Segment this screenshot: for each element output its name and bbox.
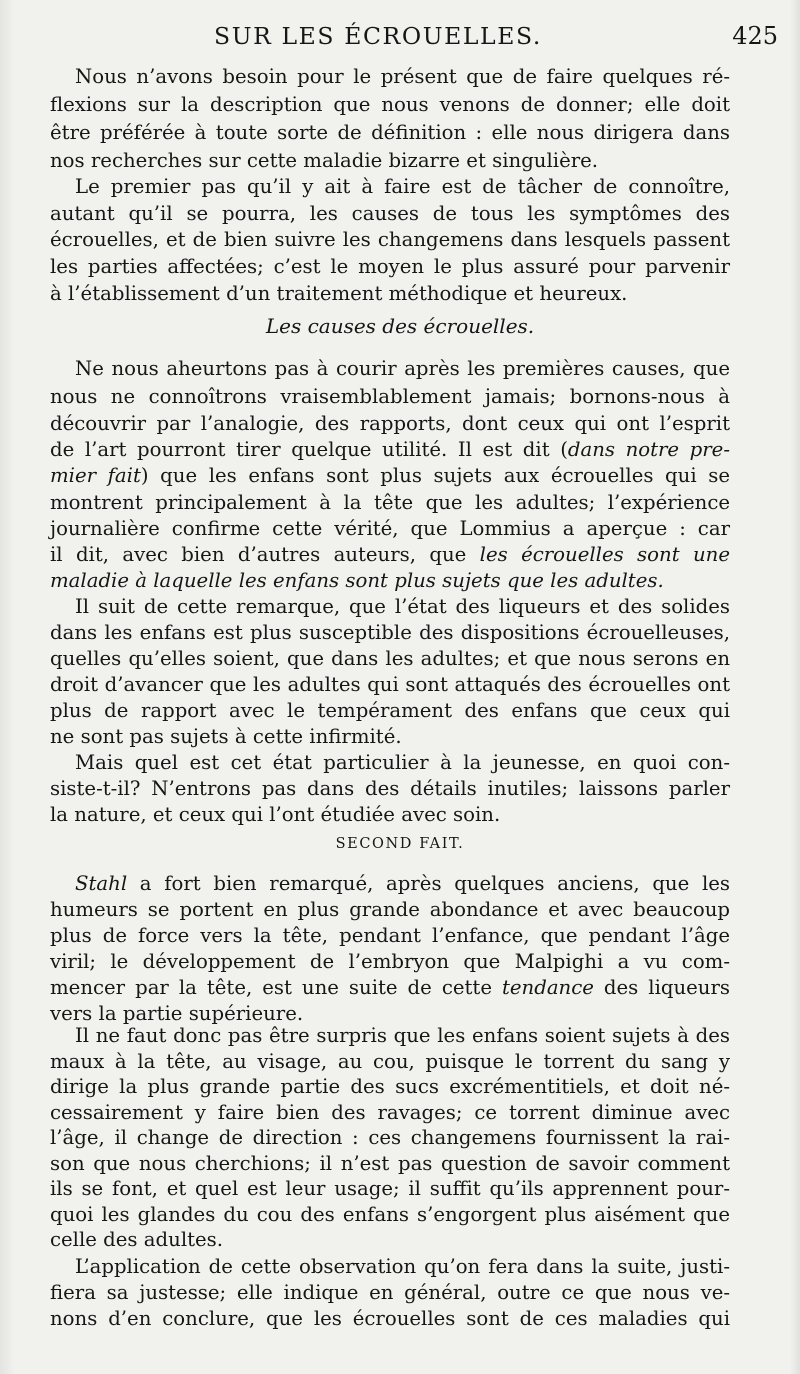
text-line (50, 567, 730, 595)
text-segment: des liqueurs (593, 976, 730, 999)
text-line: plus de force vers la tête, pendant l’enfance, que pendant l’âge (50, 924, 730, 947)
text-line (50, 462, 730, 490)
text-segment: mencer par la tête, est une suite de cette (50, 976, 502, 999)
text-line: quoi les glandes du cou des enfans s’engorgent plus aisément que (50, 1203, 730, 1226)
text-line: autant qu’il se pourra, les causes de tous les symptômes des (50, 202, 730, 225)
text-line: maux à la tête, au visage, au cou, puisque le torrent du sang y (50, 1050, 730, 1073)
text-line (50, 974, 730, 1002)
text-line: cessairement y faire bien des ravages; ce torrent diminue avec (50, 1101, 730, 1124)
section-heading: Les causes des écrouelles. (265, 314, 535, 338)
text-line: siste-t-il? N’entrons pas dans des détails inutiles; laissons parler (50, 777, 730, 800)
italic-quote: les écrouelles sont une (479, 543, 730, 566)
text-line: flexions sur la description que nous venons de donner; elle doit (50, 93, 730, 116)
text-line: l’âge, il change de direction : ces changemens fournissent la rai- (50, 1126, 730, 1149)
text-segment: a fort bien remarqué, après quelques anciens, que les (127, 872, 730, 895)
text-line: les parties affectées; c’est le moyen le plus assuré pour parvenir (50, 255, 730, 278)
text-line: ne sont pas sujets à cette infirmité. (50, 725, 402, 748)
text-line: Le premier pas qu’il y ait à faire est de tâcher de connoître, (75, 175, 730, 198)
text-line: à l’établissement d’un traitement méthodique et heureux. (50, 282, 628, 305)
text-line: celle des adultes. (50, 1228, 224, 1251)
running-title: SUR LES ÉCROUELLES. (214, 22, 542, 50)
text-line: quelles qu’elles soient, que dans les adultes; et que nous serons en (50, 647, 730, 670)
text-line: journalière confirme cette vérité, que Lommius a aperçue : car (50, 517, 730, 540)
text-line: montrent principalement à la tête que les adultes; l’expérience (50, 491, 730, 514)
text-segment: il dit, avec bien d’autres auteurs, que (50, 543, 480, 566)
text-line: écrouelles, et de bien suivre les changemens dans lesquels passent (50, 228, 730, 251)
text-line (50, 541, 730, 569)
text-line: Nous n’avons besoin pour le présent que de faire quelques ré- (75, 65, 730, 88)
text-line: nons d’en conclure, que les écrouelles sont de ces maladies qui (50, 1307, 730, 1330)
text-line: vers la partie supérieure. (50, 1002, 304, 1025)
text-line: nos recherches sur cette maladie bizarre et singulière. (50, 149, 599, 172)
text-segment: de l’art pourront tirer quelque utilité. Il est dit ( (50, 438, 568, 461)
text-line: dirige la plus grande partie des sucs excrémentitiels, et doit né- (50, 1075, 730, 1098)
italic-name: Stahl (75, 872, 128, 895)
text-line: fiera sa justesse; elle indique en général, outre ce que nous ve- (50, 1281, 730, 1304)
text-line: Ne nous aheurtons pas à courir après les premières causes, que (75, 357, 730, 380)
italic-citation: mier fait (50, 464, 141, 487)
text-line: ils se font, et quel est leur usage; il suffit qu’ils apprennent pour- (50, 1177, 730, 1200)
text-line: la nature, et ceux qui l’ont étudiée avec soin. (50, 803, 501, 826)
text-line: droit d’avancer que les adultes qui sont attaqués des écrouelles ont (50, 673, 730, 696)
text-line: Il ne faut donc pas être surpris que les enfans soient sujets à des (75, 1024, 730, 1047)
text-line: nous ne connoîtrons vraisemblablement jamais; bornons-nous à (50, 385, 730, 408)
text-line (75, 870, 730, 898)
text-line: L’application de cette observation qu’on fera dans la suite, justi- (75, 1255, 730, 1278)
text-line: Mais quel est cet état particulier à la jeunesse, en quoi con- (75, 751, 730, 774)
text-line: viril; le développement de l’embryon que Malpighi a vu com- (50, 950, 730, 973)
text-line: être préférée à toute sorte de définition : elle nous dirigera dans (50, 121, 730, 144)
italic-word: tendance (501, 976, 594, 999)
text-line: plus de rapport avec le tempérament des enfans que ceux qui (50, 699, 730, 722)
page-number: 425 (732, 22, 778, 50)
text-line: humeurs se portent en plus grande abondance et avec beaucoup (50, 898, 730, 921)
section-heading: SECOND FAIT. (335, 836, 465, 852)
text-segment: ) que les enfans sont plus sujets aux écrouelles qui se (140, 464, 730, 487)
text-line: son que nous cherchions; il n’est pas question de savoir comment (50, 1152, 730, 1175)
text-line: Il suit de cette remarque, que l’état des liqueurs et des solides (75, 595, 730, 618)
text-line: découvrir par l’analogie, des rapports, dont ceux qui ont l’esprit (50, 412, 730, 435)
italic-citation: dans notre pre- (567, 438, 730, 461)
italic-quote: maladie à laquelle les enfans sont plus sujets que les adultes. (50, 569, 664, 592)
text-line: dans les enfans est plus susceptible des dispositions écrouelleuses, (50, 621, 730, 644)
text-line (50, 436, 730, 464)
